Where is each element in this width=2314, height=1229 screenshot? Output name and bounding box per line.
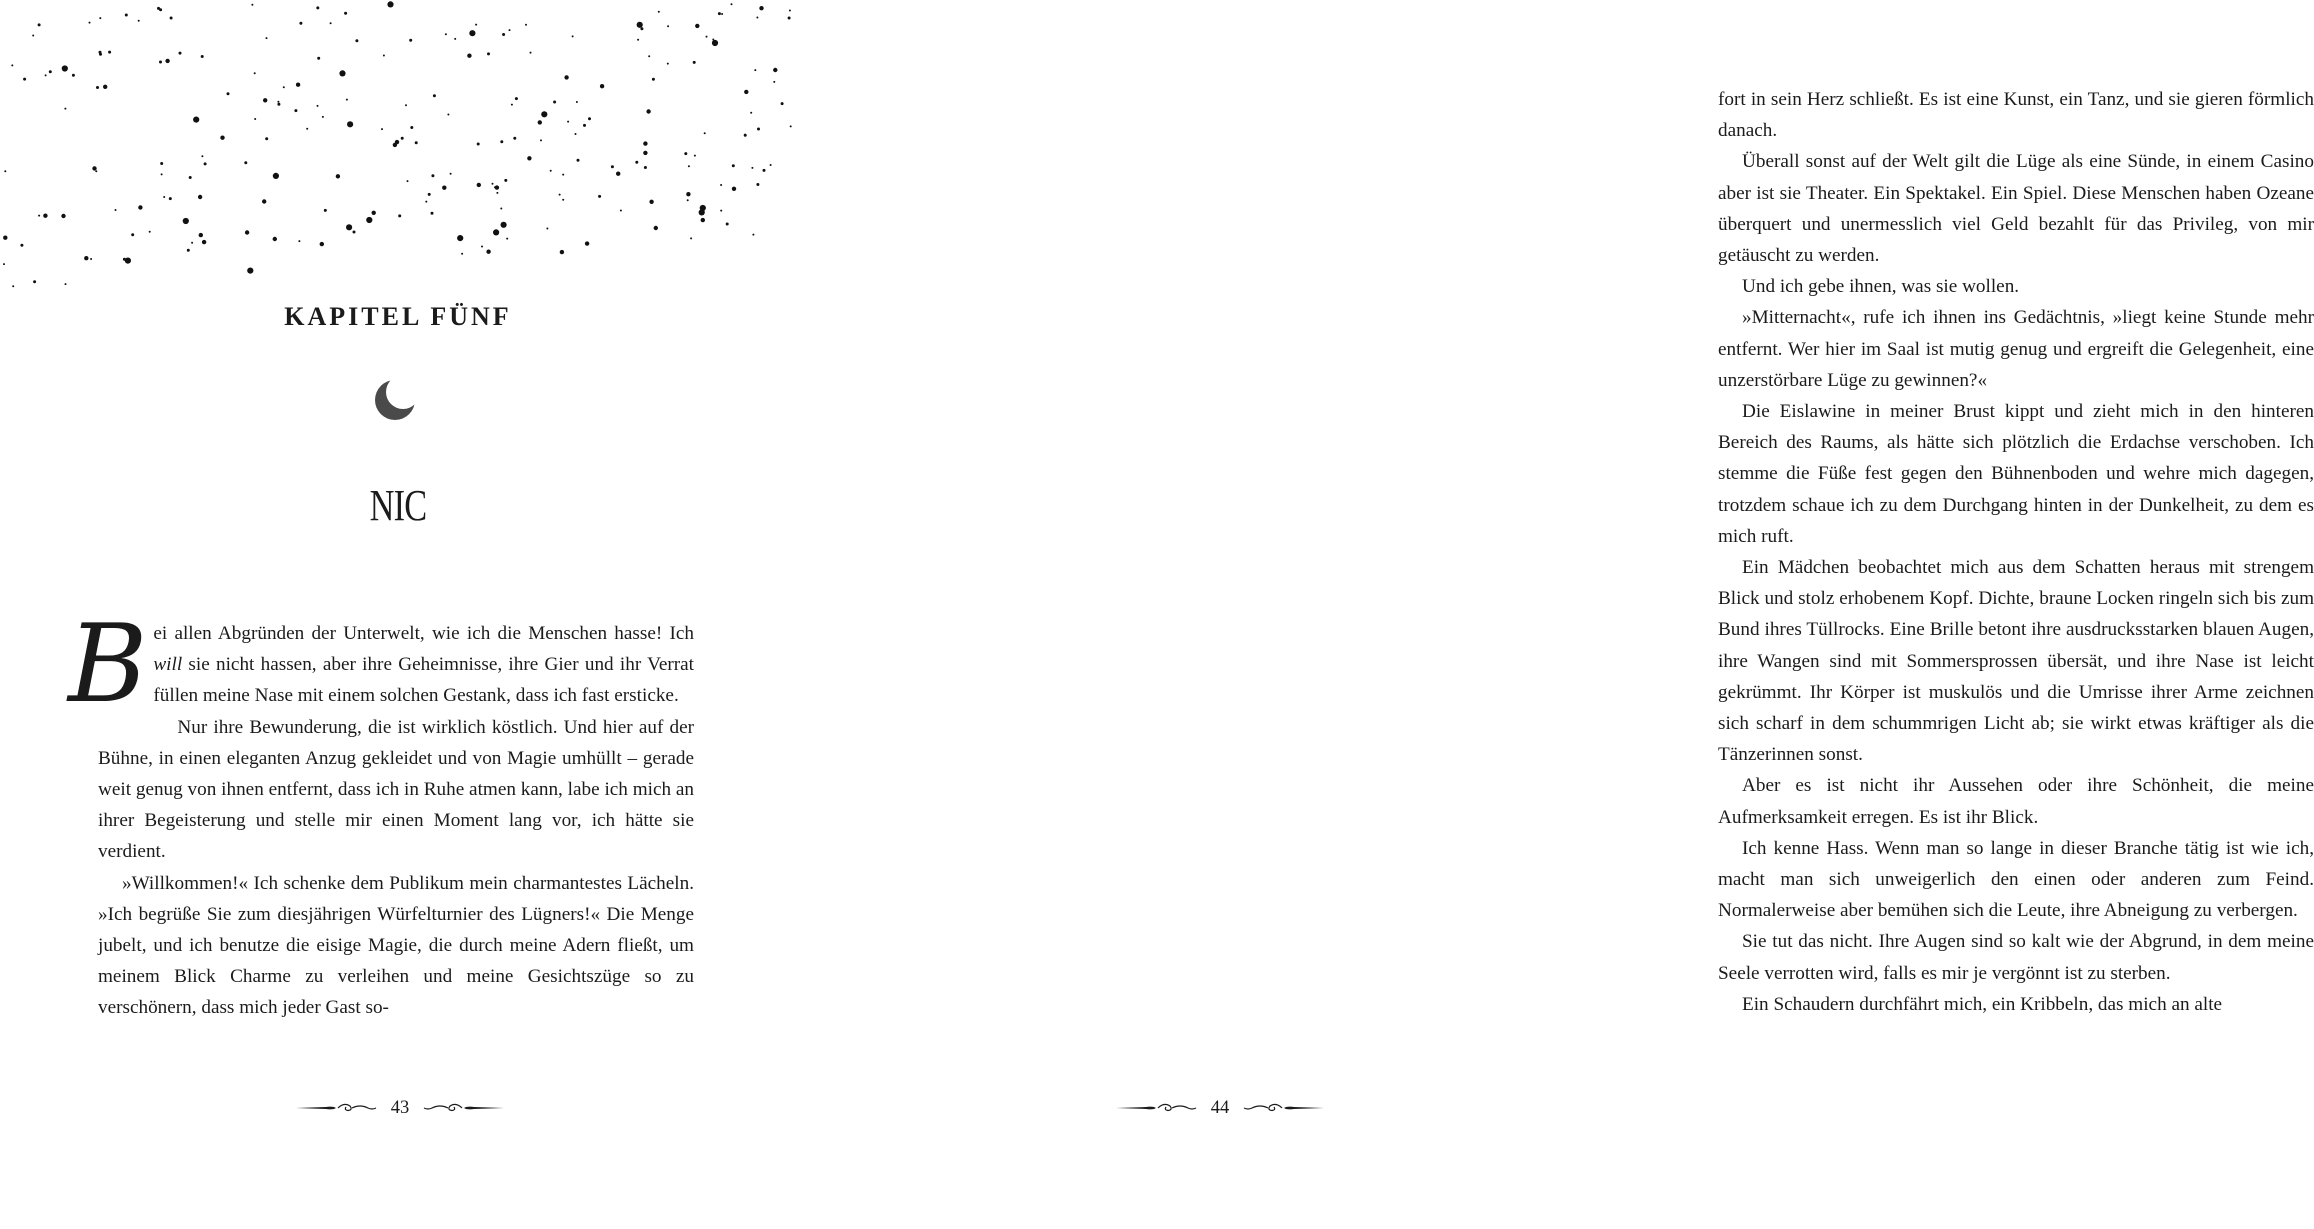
star-dot xyxy=(317,57,320,60)
star-dot xyxy=(202,240,206,244)
star-dot xyxy=(296,83,300,87)
crescent-moon-icon xyxy=(373,378,417,422)
star-dot xyxy=(481,246,483,248)
star-dot xyxy=(72,74,75,77)
star-dot xyxy=(506,238,508,240)
star-dot xyxy=(611,165,614,168)
star-dot xyxy=(756,17,758,19)
star-dot xyxy=(756,183,759,186)
star-dot xyxy=(450,173,452,175)
star-dot xyxy=(99,17,101,19)
pov-character-name: NIC xyxy=(369,481,427,530)
star-dot xyxy=(409,39,412,42)
star-dot xyxy=(431,174,434,177)
star-dot xyxy=(381,128,383,130)
star-dot xyxy=(428,193,431,196)
star-dot xyxy=(43,214,47,218)
star-dot xyxy=(3,263,5,265)
star-dot xyxy=(744,90,748,94)
star-dot xyxy=(193,117,199,123)
star-dot xyxy=(550,170,552,172)
star-dot xyxy=(187,249,190,252)
star-dot xyxy=(509,29,511,31)
page-number-footer xyxy=(1110,1094,1330,1122)
star-dot xyxy=(198,195,202,199)
star-dot xyxy=(131,233,134,236)
starfield-illustration xyxy=(0,0,800,290)
paragraph: Nur ihre Bewunderung, die ist wirklich köstlich. Und hier auf der Bühne, in einen eleganten Anzug gekleidet und von Magie umhüllt – gerade weit genug von ihnen entfernt, dass ich in Ruhe atmen kann, labe ich mich an ihrer Begeisterung und stelle mir einen Moment lang vor, ich hätte sie verdient. xyxy=(98,716,694,863)
star-dot xyxy=(244,161,247,164)
star-dot xyxy=(477,143,480,146)
star-dot xyxy=(189,176,192,179)
star-dot xyxy=(720,184,722,186)
paragraph: Ein Mädchen beobachtet mich aus dem Schatten heraus mit strengem Blick und stolz erhobenem Kopf. Dichte, braune Locken ringeln sich bis zum Bund ihres Tüllrocks. Eine Brille betont ihre ausdrucksstarken blauen Augen, ihre Wangen sind mit Sommersprossen übersät, und ihre Nase ist leicht gekrümmt. Ihr Körper ist muskulös und die Umrisse ihrer Arme zeichnen sich scharf in dem schummrigen Licht ab; sie wirkt etwas kräftiger als die Tänzerinnen sonst. xyxy=(1718,557,2314,766)
star-dot xyxy=(572,35,574,37)
star-dot xyxy=(562,174,564,176)
star-dot xyxy=(789,10,791,12)
star-dot xyxy=(163,196,165,198)
star-dot xyxy=(469,30,475,36)
paragraph: »Mitternacht«, rufe ich ihnen ins Gedächtnis, »liegt keine Stunde mehr entfernt. Wer hier im Saal ist mutig genug und ergreift die Gelegenheit, eine unzerstörbare Lüge zu gewinnen?« xyxy=(1718,307,2314,391)
star-dot xyxy=(89,22,91,24)
star-dot xyxy=(201,55,204,58)
flourish-ornament xyxy=(1244,1101,1324,1115)
star-dot xyxy=(191,242,193,244)
paragraph: »Willkommen!« Ich schenke dem Publikum mein charmantestes Lächeln. »Ich begrüße Sie zum diesjährigen Würfelturnier des Lügners!« Die Menge jubelt, und ich benutze die eisige Magie, die durch meine Adern fließt, um meinem Blick Charme zu verleihen und meine Gesichtszüge so zu verschönern, dass mich jeder Gast so- xyxy=(98,872,694,1019)
star-dot xyxy=(721,13,723,15)
star-dot xyxy=(461,253,463,255)
star-dot xyxy=(346,99,348,101)
star-dot xyxy=(487,52,490,55)
star-dot xyxy=(353,231,356,234)
star-dot xyxy=(754,69,756,71)
star-dot xyxy=(701,218,705,222)
right-body-text xyxy=(1718,84,2314,1020)
paragraph: fort in sein Herz schließt. Es ist eine Kunst, ein Tanz, und sie gieren förmlich danach. xyxy=(1718,89,2314,142)
chapter-title: KAPITEL FÜNF xyxy=(284,302,512,331)
star-dot xyxy=(159,61,162,64)
star-dot xyxy=(560,250,564,254)
paragraph: Und ich gebe ihnen, was sie wollen. xyxy=(1742,276,2020,298)
star-dot xyxy=(49,70,52,73)
star-dot xyxy=(704,132,706,134)
star-dot xyxy=(553,101,556,104)
star-dot xyxy=(20,244,23,247)
star-dot xyxy=(773,68,777,72)
star-dot xyxy=(500,140,503,143)
star-dot xyxy=(567,121,569,123)
star-dot xyxy=(658,11,660,13)
star-dot xyxy=(712,39,714,41)
page-number: 43 xyxy=(390,1097,410,1118)
star-dot xyxy=(95,170,97,172)
star-dot xyxy=(405,104,407,106)
star-dot xyxy=(731,3,733,5)
star-dot xyxy=(598,195,601,198)
star-dot xyxy=(640,27,643,30)
star-dot xyxy=(577,159,580,162)
star-dot xyxy=(64,108,66,110)
star-dot xyxy=(84,256,88,260)
star-dot xyxy=(183,218,189,224)
star-dot xyxy=(496,192,498,194)
star-dot xyxy=(415,141,418,144)
star-dot xyxy=(425,201,427,203)
star-dot xyxy=(115,209,117,211)
star-dot xyxy=(706,36,708,38)
star-dot xyxy=(401,137,404,140)
star-dot xyxy=(266,37,268,39)
star-dot xyxy=(317,105,319,107)
star-dot xyxy=(96,86,99,89)
star-dot xyxy=(299,22,302,25)
star-dot xyxy=(620,210,622,212)
star-dot xyxy=(530,52,532,54)
star-dot xyxy=(696,26,698,28)
star-dot xyxy=(294,109,297,112)
star-dot xyxy=(316,6,319,9)
star-dot xyxy=(103,85,107,89)
star-dot xyxy=(38,23,41,26)
star-dot xyxy=(637,22,643,28)
star-dot xyxy=(649,200,653,204)
star-dot xyxy=(23,78,26,81)
flourish-ornament xyxy=(296,1101,376,1115)
star-dot xyxy=(700,205,706,211)
star-dot xyxy=(744,134,747,137)
paragraph: Ein Schaudern durchfährt mich, ein Kribbeln, das mich an alte xyxy=(1742,993,2223,1015)
star-dot xyxy=(398,214,401,217)
star-dot xyxy=(646,109,650,113)
star-dot xyxy=(92,166,96,170)
star-dot xyxy=(773,81,775,83)
star-dot xyxy=(538,120,542,124)
star-dot xyxy=(445,33,447,35)
star-dot xyxy=(457,235,463,241)
star-dot xyxy=(366,217,372,223)
star-dot xyxy=(157,7,160,10)
star-dot xyxy=(11,64,13,66)
star-dot xyxy=(407,180,409,182)
left-page xyxy=(0,0,800,1229)
left-body-text xyxy=(68,602,694,1024)
star-dot xyxy=(262,199,266,203)
star-dot xyxy=(387,1,393,7)
star-dot xyxy=(562,199,564,201)
star-dot xyxy=(99,51,102,54)
star-dot xyxy=(32,35,34,37)
star-dot xyxy=(750,112,752,114)
star-dot xyxy=(283,86,285,88)
star-dot xyxy=(454,38,456,40)
star-dot xyxy=(576,101,578,103)
star-dot xyxy=(277,101,279,103)
star-dot xyxy=(138,205,142,209)
star-dot xyxy=(718,12,721,15)
star-dot xyxy=(511,104,513,106)
star-dot xyxy=(643,151,647,155)
star-dot xyxy=(62,65,68,71)
star-dot xyxy=(686,192,690,196)
star-dot xyxy=(204,162,207,165)
star-dot xyxy=(125,14,128,17)
star-dot xyxy=(540,139,542,141)
star-dot xyxy=(467,54,471,58)
star-dot xyxy=(61,214,65,218)
right-page xyxy=(800,0,2314,1229)
paragraph: Aber es ist nicht ihr Aussehen oder ihre Schönheit, die meine Aufmerksamkeit erregen. Es ist ihr Blick. xyxy=(1718,775,2314,828)
star-dot xyxy=(559,194,561,196)
star-dot xyxy=(541,111,547,117)
star-dot xyxy=(500,208,502,210)
star-dot xyxy=(688,165,690,167)
star-dot xyxy=(720,210,722,212)
star-dot xyxy=(45,74,47,76)
star-dot xyxy=(330,22,332,24)
star-dot xyxy=(245,230,249,234)
star-dot xyxy=(169,197,172,200)
star-dot xyxy=(648,55,650,57)
paragraph: Bei allen Abgründen der Unterwelt, wie ich die Menschen hasse! Ich will sie nicht hassen, aber ihre Geheimnisse, ihre Gier und ihr Verrat füllen meine Nase mit einem solchen Gestank, dass ich fast ersticke. xyxy=(68,602,694,727)
star-dot xyxy=(410,126,413,129)
star-dot xyxy=(165,59,169,63)
star-dot xyxy=(179,52,182,55)
star-dot xyxy=(298,240,300,242)
star-dot xyxy=(654,226,658,230)
paragraph: Sie tut das nicht. Ihre Augen sind so kalt wie der Abgrund, in dem meine Seele verrotten wird, falls es mir je vergönnt ist zu sterben. xyxy=(1718,931,2314,984)
star-dot xyxy=(770,164,772,166)
star-dot xyxy=(502,33,505,36)
emphasis: will xyxy=(153,654,183,676)
paragraph: Ich kenne Hass. Wenn man so lange in dieser Branche tätig ist wie ich, macht man sich unweigerlich den einen oder anderen zum Feind. Normalerweise aber bemühen sich die Leute, ihre Abneigung zu verbergen. xyxy=(1718,837,2314,922)
star-dot xyxy=(277,103,280,106)
page-number-footer xyxy=(290,1094,510,1122)
star-dot xyxy=(575,133,577,135)
star-dot xyxy=(643,141,647,145)
drop-cap: B xyxy=(68,602,148,727)
star-dot xyxy=(433,94,436,97)
star-dot xyxy=(757,128,760,131)
star-dot xyxy=(504,179,507,182)
star-dot xyxy=(667,25,669,27)
star-dot xyxy=(431,212,434,215)
star-dot xyxy=(324,209,327,212)
star-dot xyxy=(320,242,324,246)
star-dot xyxy=(65,283,67,285)
star-dot xyxy=(693,61,696,64)
star-dot xyxy=(759,6,763,10)
star-dot xyxy=(125,258,131,264)
star-dot xyxy=(227,92,230,95)
star-dot xyxy=(525,24,527,26)
star-dot xyxy=(495,185,499,189)
star-dot xyxy=(263,98,267,102)
star-dot xyxy=(493,229,499,235)
star-dot xyxy=(475,24,477,26)
star-dot xyxy=(161,173,163,175)
star-dot xyxy=(616,172,620,176)
star-dot xyxy=(684,152,687,155)
star-dot xyxy=(247,268,253,274)
star-dot xyxy=(600,84,604,88)
star-dot xyxy=(515,97,518,100)
star-dot xyxy=(3,236,7,240)
star-dot xyxy=(170,17,173,20)
flourish-ornament xyxy=(1116,1101,1196,1115)
star-dot xyxy=(588,117,591,120)
star-dot xyxy=(790,125,792,127)
star-dot xyxy=(254,72,256,74)
star-dot xyxy=(273,173,279,179)
star-dot xyxy=(763,169,766,172)
star-dot xyxy=(346,224,352,230)
star-dot xyxy=(583,124,586,127)
star-dot xyxy=(726,223,729,226)
paragraph: Überall sonst auf der Welt gilt die Lüge als eine Sünde, in einem Casino aber ist sie Theater. Ein Spektakel. Ein Spiel. Diese Menschen haben Ozeane überquert und unermesslich viel Geld bezahlt für das Privileg, von mir getäuscht zu werden. xyxy=(1718,151,2314,267)
star-dot xyxy=(752,234,754,236)
star-dot xyxy=(492,183,494,185)
star-dot xyxy=(273,237,277,241)
star-dot xyxy=(635,161,638,164)
page-number: 44 xyxy=(1210,1097,1230,1118)
star-dot xyxy=(781,102,784,105)
star-dot xyxy=(336,174,340,178)
star-dot xyxy=(33,280,36,283)
paragraph: Die Eislawine in meiner Brust kippt und zieht mich in den hinteren Bereich des Raums, als hätte sich plötzlich die Erdachse verschoben. Ich stemme die Füße fest gegen den Bühnenboden und wehre mich dagegen, trotzdem schaue ich zu dem Durchgang hinten in der Dunkelheit, zu dem es mich ruft. xyxy=(1718,401,2314,547)
star-dot xyxy=(447,114,449,116)
star-dot xyxy=(201,155,203,157)
star-dot xyxy=(339,70,345,76)
star-dot xyxy=(393,143,397,147)
star-dot xyxy=(265,137,268,140)
star-dot xyxy=(108,51,111,54)
star-dot xyxy=(546,228,548,230)
star-dot xyxy=(38,215,40,217)
star-dot xyxy=(637,39,639,41)
star-dot xyxy=(788,17,791,20)
star-dot xyxy=(667,63,669,65)
star-dot xyxy=(501,222,507,228)
star-dot xyxy=(347,121,353,127)
star-dot xyxy=(254,118,256,120)
star-dot xyxy=(732,164,735,167)
star-dot xyxy=(585,241,589,245)
star-dot xyxy=(138,20,140,22)
star-dot xyxy=(220,136,224,140)
star-dot xyxy=(751,167,753,169)
star-dot xyxy=(160,162,163,165)
star-dot xyxy=(486,250,490,254)
star-dot xyxy=(12,285,14,287)
star-dot xyxy=(712,40,718,46)
star-dot xyxy=(149,231,151,233)
star-dot xyxy=(690,237,692,239)
flourish-ornament xyxy=(424,1101,504,1115)
star-dot xyxy=(687,199,689,201)
star-dot xyxy=(90,258,92,260)
star-dot xyxy=(694,155,696,157)
star-dot xyxy=(477,183,481,187)
star-dot xyxy=(527,156,531,160)
star-dot xyxy=(199,233,203,237)
star-dot xyxy=(564,75,568,79)
star-dot xyxy=(372,211,376,215)
star-dot xyxy=(306,128,308,130)
star-dot xyxy=(355,39,358,42)
star-dot xyxy=(344,12,347,15)
star-dot xyxy=(442,186,446,190)
star-dot xyxy=(652,78,655,81)
star-dot xyxy=(4,170,6,172)
star-dot xyxy=(322,116,324,118)
star-dot xyxy=(644,166,647,169)
star-dot xyxy=(383,55,385,57)
star-dot xyxy=(732,187,736,191)
star-dot xyxy=(251,4,253,6)
star-dot xyxy=(513,137,516,140)
